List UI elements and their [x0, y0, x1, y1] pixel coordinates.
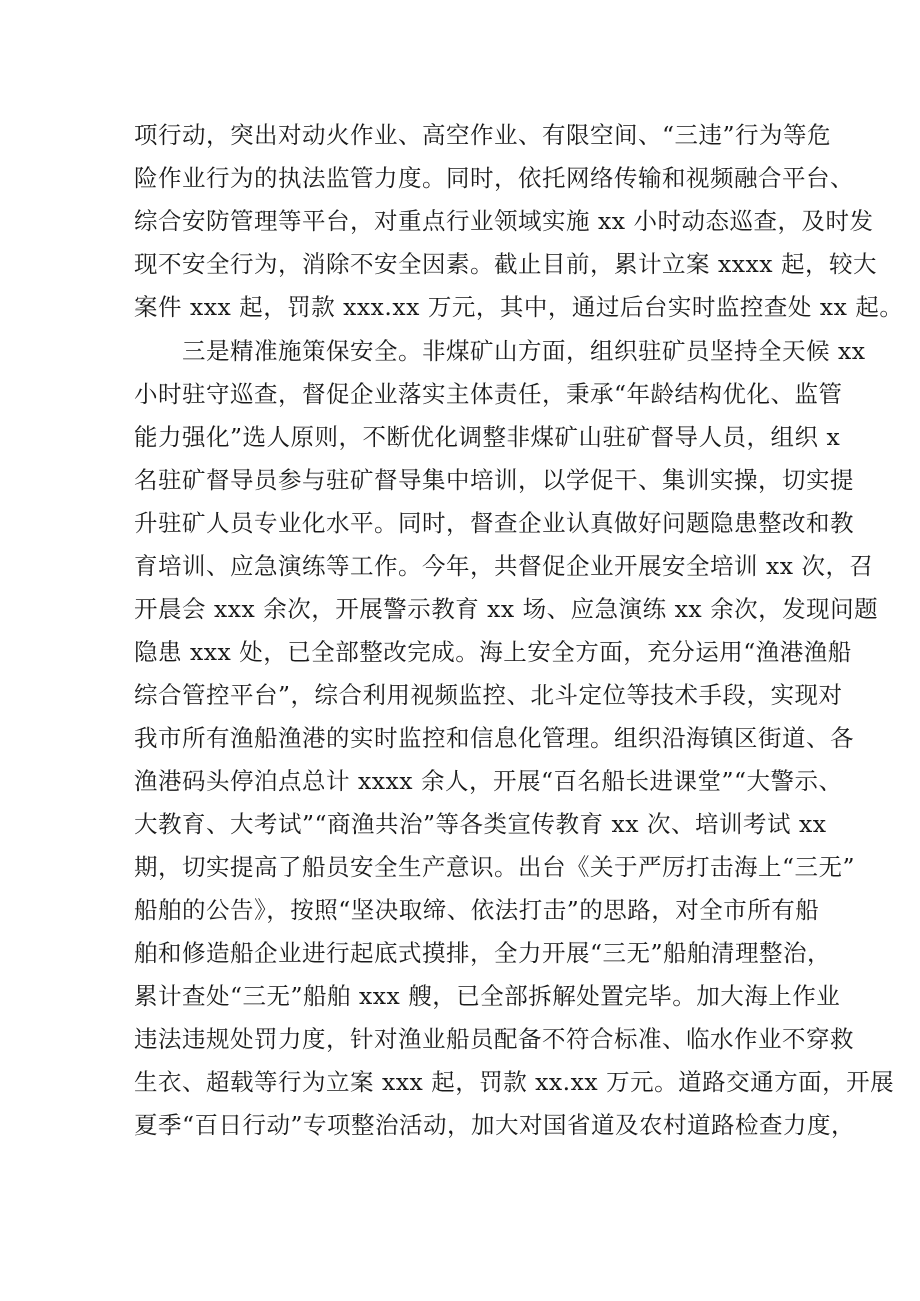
text-line: 夏季“百日行动”专项整治活动，加大对国省道及农村道路检查力度，: [134, 1111, 856, 1139]
text-line: 渔港码头停泊点总计 xxxx 余人，开展“百名船长进课堂”“大警示、: [134, 767, 843, 795]
text-line: 育培训、应急演练等工作。今年，共督促企业开展安全培训 xx 次，召: [134, 552, 874, 580]
paragraph-first-line: 三是精准施策保安全。非煤矿山方面，组织驻矿员坚持全天候 xx: [182, 337, 866, 365]
text-line: 小时驻守巡查，督促企业落实主体责任，秉承“年龄结构优化、监管: [134, 380, 843, 408]
text-line: 综合安防管理等平台，对重点行业领域实施 xx 小时动态巡查，及时发: [134, 207, 874, 235]
text-line: 现不安全行为，消除不安全因素。截止目前，累计立案 xxxx 起，较大: [134, 250, 877, 278]
text-line: 大教育、大考试”“商渔共治”等各类宣传教育 xx 次、培训考试 xx: [134, 810, 827, 838]
text-line: 我市所有渔船渔港的实时监控和信息化管理。组织沿海镇区街道、各: [134, 724, 854, 752]
text-line: 生衣、超载等行为立案 xxx 起，罚款 xx.xx 万元。道路交通方面，开展: [134, 1068, 895, 1096]
text-line: 名驻矿督导员参与驻矿督导集中培训，以学促干、集训实操，切实提: [134, 466, 854, 494]
text-line: 综合管控平台”，综合利用视频监控、北斗定位等技术手段，实现对: [134, 681, 843, 709]
text-line: 违法违规处罚力度，针对渔业船员配备不符合标准、临水作业不穿救: [134, 1025, 854, 1053]
text-line: 船舶的公告》，按照“坚决取缔、依法打击”的思路，对全市所有船: [134, 896, 820, 924]
text-line: 舶和修造船企业进行起底式摸排，全力开展“三无”船舶清理整治，: [134, 939, 832, 967]
text-line: 开晨会 xxx 余次，开展警示教育 xx 场、应急演练 xx 余次，发现问题: [134, 595, 879, 623]
text-line: 隐患 xxx 处，已全部整改完成。海上安全方面，充分运用“渔港渔船: [134, 638, 852, 666]
text-line: 升驻矿人员专业化水平。同时，督查企业认真做好问题隐患整改和教: [134, 509, 854, 537]
text-line: 累计查处“三无”船舶 xxx 艘，已全部拆解处置完毕。加大海上作业: [134, 982, 841, 1010]
text-line: 能力强化”选人原则，不断优化调整非煤矿山驻矿督导人员，组织 x: [134, 423, 841, 451]
text-line: 期，切实提高了船员安全生产意识。出台《关于严厉打击海上“三无”: [134, 853, 856, 881]
text-line: 项行动，突出对动火作业、高空作业、有限空间、“三违”行为等危: [134, 121, 832, 149]
text-line: 险作业行为的执法监管力度。同时，依托网络传输和视频融合平台、: [134, 164, 854, 192]
text-line: 案件 xxx 起，罚款 xxx.xx 万元，其中，通过后台实时监控查处 xx 起。: [134, 293, 904, 321]
